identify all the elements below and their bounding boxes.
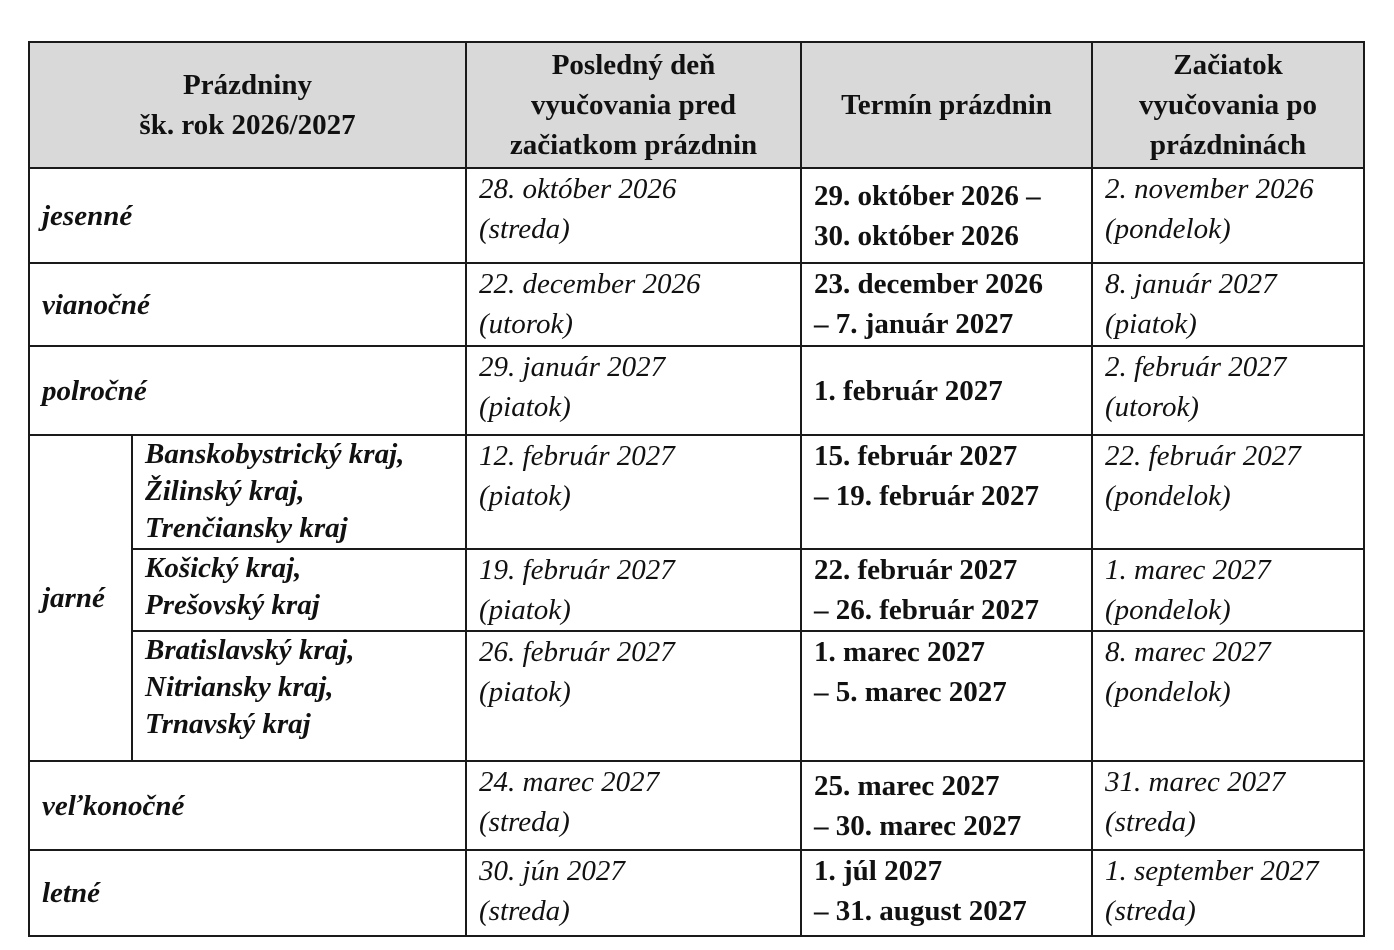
last-day-cell: 12. február 2027 (piatok) — [466, 435, 801, 549]
holiday-name: veľkonočné — [29, 761, 466, 850]
row-vianocne — [29, 263, 1364, 346]
holiday-name: vianočné — [29, 263, 466, 346]
term-cell: 1. júl 2027 – 31. august 2027 — [801, 850, 1092, 936]
row-velkonocne — [29, 761, 1364, 850]
resume-cell: 2. november 2026 (pondelok) — [1092, 168, 1364, 263]
header-row — [29, 42, 1364, 168]
term-cell: 23. december 2026 – 7. január 2027 — [801, 263, 1092, 346]
last-day-cell: 29. január 2027 (piatok) — [466, 346, 801, 435]
term-cell: 29. október 2026 – 30. október 2026 — [801, 168, 1092, 263]
header-last-day: Posledný deň vyučovania pred začiatkom prázdnin — [466, 42, 801, 168]
row-jarne-1 — [29, 435, 1364, 549]
row-jesenne — [29, 168, 1364, 263]
row-letne — [29, 850, 1364, 936]
holiday-name: jarné — [29, 435, 132, 761]
row-jarne-2 — [29, 549, 1364, 631]
holiday-name: letné — [29, 850, 466, 936]
school-holidays-table — [28, 41, 1365, 937]
resume-cell: 1. september 2027 (streda) — [1092, 850, 1364, 936]
header-term: Termín prázdnin — [801, 42, 1092, 168]
row-jarne-3 — [29, 631, 1364, 761]
last-day-cell: 24. marec 2027 (streda) — [466, 761, 801, 850]
last-day-cell: 26. február 2027 (piatok) — [466, 631, 801, 761]
last-day-cell: 19. február 2027 (piatok) — [466, 549, 801, 631]
term-cell: 15. február 2027 – 19. február 2027 — [801, 435, 1092, 549]
last-day-cell: 22. december 2026 (utorok) — [466, 263, 801, 346]
term-cell: 1. február 2027 — [801, 346, 1092, 435]
resume-cell: 1. marec 2027 (pondelok) — [1092, 549, 1364, 631]
resume-cell: 8. január 2027 (piatok) — [1092, 263, 1364, 346]
resume-cell: 31. marec 2027 (streda) — [1092, 761, 1364, 850]
resume-cell: 8. marec 2027 (pondelok) — [1092, 631, 1364, 761]
resume-cell: 22. február 2027 (pondelok) — [1092, 435, 1364, 549]
region-cell: Košický kraj, Prešovský kraj — [132, 549, 466, 631]
term-cell: 25. marec 2027 – 30. marec 2027 — [801, 761, 1092, 850]
last-day-cell: 28. október 2026 (streda) — [466, 168, 801, 263]
header-resume: Začiatok vyučovania po prázdninách — [1092, 42, 1364, 168]
resume-cell: 2. február 2027 (utorok) — [1092, 346, 1364, 435]
last-day-cell: 30. jún 2027 (streda) — [466, 850, 801, 936]
term-cell: 1. marec 2027 – 5. marec 2027 — [801, 631, 1092, 761]
row-polrocne — [29, 346, 1364, 435]
term-cell: 22. február 2027 – 26. február 2027 — [801, 549, 1092, 631]
region-cell: Bratislavský kraj, Nitriansky kraj, Trnavský kraj — [132, 631, 466, 761]
holiday-name: polročné — [29, 346, 466, 435]
holiday-name: jesenné — [29, 168, 466, 263]
header-holidays: Prázdniny šk. rok 2026/2027 — [29, 42, 466, 168]
region-cell: Banskobystrický kraj, Žilinský kraj, Trenčiansky kraj — [132, 435, 466, 549]
